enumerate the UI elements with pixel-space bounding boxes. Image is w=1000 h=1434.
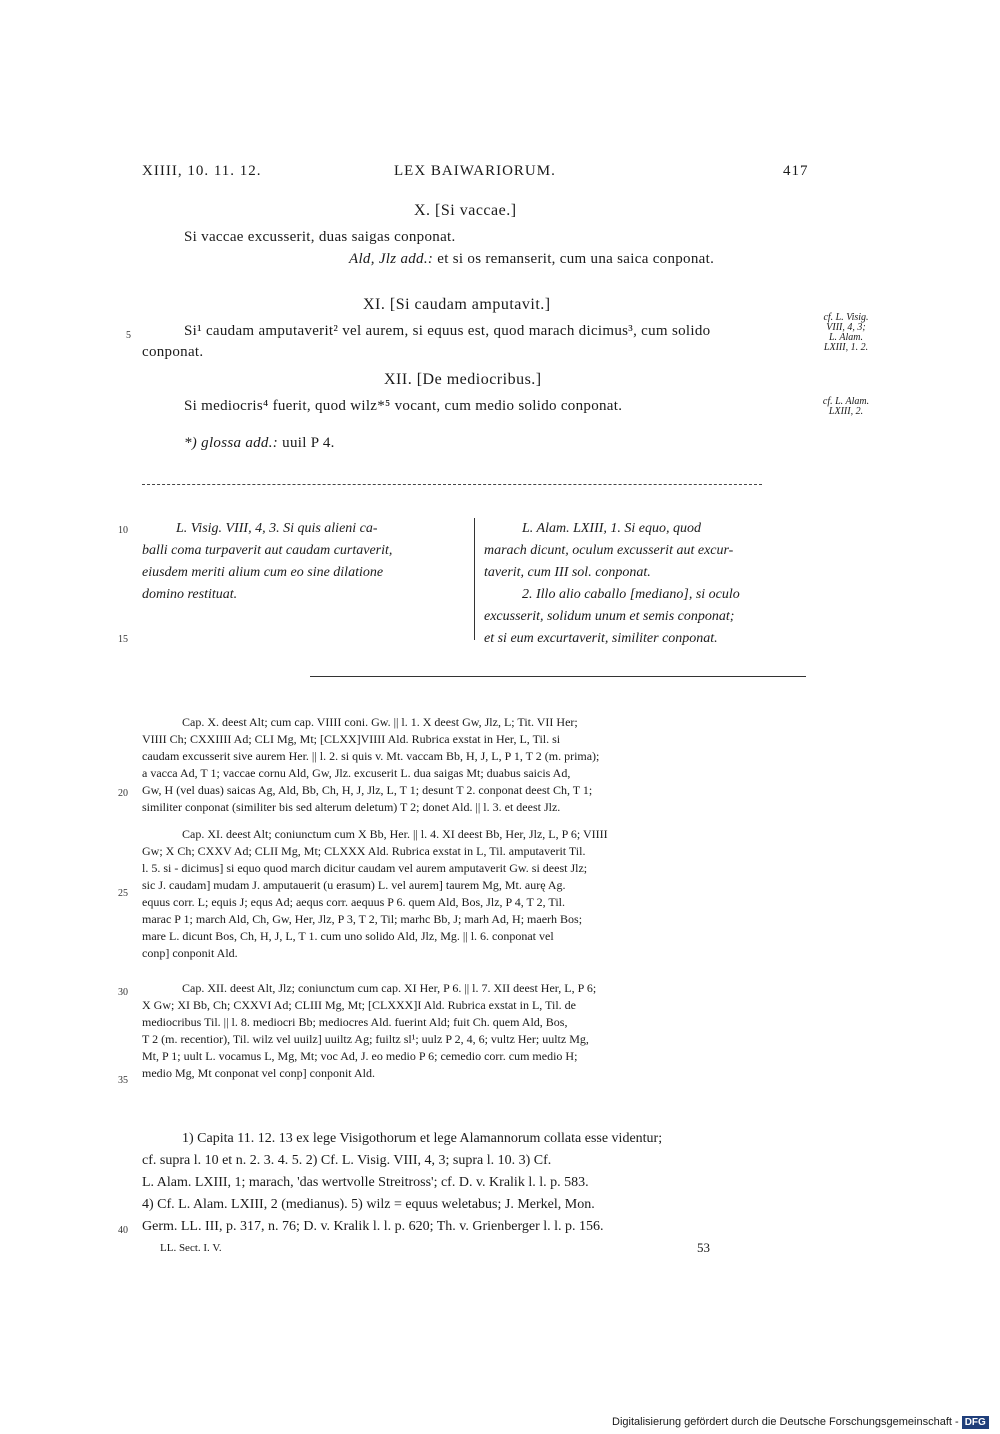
apparatus-line: T 2 (m. recentior), Til. wilz vel uuilz] uuiltz Ag; fuiltz sl¹; uulz P 2, 4, 6; vultz Her; uultz Mg, xyxy=(142,1032,589,1046)
apparatus-line: Cap. XI. deest Alt; coniunctum cum X Bb, Her. || l. 4. XI deest Bb, Her, Jlz, L, P 6; VIIII xyxy=(182,827,608,841)
signature-mark: LL. Sect. I. V. xyxy=(160,1242,222,1254)
line-number: 15 xyxy=(118,634,128,645)
line-number: 30 xyxy=(118,987,128,998)
margin-note-12 xyxy=(812,397,880,417)
apparatus-chapter-12 xyxy=(142,980,807,1082)
digitization-credit xyxy=(612,1416,989,1429)
margin-note-line: cf. L. Visig. xyxy=(823,312,869,323)
apparatus-chapter-11 xyxy=(142,826,807,962)
line-number: 40 xyxy=(118,1225,128,1236)
margin-note-line: cf. L. Alam. xyxy=(822,396,870,407)
footnote-line: 1) Capita 11. 12. 13 ex lege Visigothorum et lege Alamannorum collata esse videntur; xyxy=(182,1131,663,1146)
apparatus-line: Gw; X Ch; CXXV Ad; CLII Mg, Mt; CLXXX Ald. Rubrica exstat in L, Til. amputaverit Til. xyxy=(142,844,586,858)
apparatus-separator xyxy=(310,676,806,677)
page-number: 417 xyxy=(783,163,809,179)
chapter-10-addition xyxy=(349,251,714,268)
chapter-11-line-2: conponat. xyxy=(142,344,204,360)
chapter-10-text: Si vaccae excusserit, duas saigas conponat. xyxy=(184,229,456,245)
glossa-text: uuil P 4. xyxy=(282,435,335,451)
apparatus-line: mediocribus Til. || l. 8. mediocri Bb; mediocres Ald. fuerint Ald; fuit Ch. quem Ald, Bos, xyxy=(142,1015,568,1029)
apparatus-line: l. 5. si - dicimus] si equo quod march dicitur caudam vel aurem amputaverit Gw. si deest Jlz; xyxy=(142,861,588,875)
line-number: 20 xyxy=(118,788,128,799)
parallel-visig-line: L. Visig. VIII, 4, 3. Si quis alieni ca- xyxy=(176,521,378,536)
chapter-10-title: X. [Si vaccae.] xyxy=(414,202,517,219)
apparatus-line: conp] conponit Ald. xyxy=(142,946,238,960)
credit-text: Digitalisierung gefördert durch die Deutsche Forschungsgemeinschaft - xyxy=(612,1416,959,1428)
footnotes xyxy=(142,1128,807,1238)
sheet-number: 53 xyxy=(697,1240,710,1255)
margin-note-11 xyxy=(812,313,880,353)
margin-note-line: L. Alam. xyxy=(829,332,863,343)
parallel-alam xyxy=(484,518,814,650)
column-divider xyxy=(474,518,475,640)
footnote-line: 4) Cf. L. Alam. LXIII, 2 (medianus). 5) wilz = equus weletabus; J. Merkel, Mon. xyxy=(142,1197,595,1212)
parallel-visig-line: balli coma turpaverit aut caudam curtaverit, xyxy=(142,543,393,558)
parallel-visig-line: domino restituat. xyxy=(142,587,238,602)
parallel-alam-line: L. Alam. LXIII, 1. Si equo, quod xyxy=(522,521,702,536)
apparatus-line: marac P 1; march Ald, Ch, Gw, Her, Jlz, P 3, T 2, Til; marhc Bb, J; marh Ad, H; maerh Bos; xyxy=(142,912,583,926)
apparatus-line: caudam excusserit sive aurem Her. || l. 2. si quis v. Mt. vaccam Bb, H, J, L, P 1, T 2 (m. prima); xyxy=(142,749,600,763)
apparatus-line: sic J. caudam] mudam J. amputauerit (u erasum) L. vel aurem] taurem Mg, Mt. aurę Ag. xyxy=(142,878,566,892)
margin-note-line: LXIII, 1. 2. xyxy=(823,342,869,353)
apparatus-line: mare L. dicunt Bos, Ch, H, J, L, T 1. cum uno solido Ald, Jlz, Mg. || l. 6. conponat vel xyxy=(142,929,554,943)
apparatus-line: medio Mg, Mt conponat vel conp] conponit Ald. xyxy=(142,1066,375,1080)
apparatus-line: similiter conponat (similiter bis sed alterum deletum) T 2; donet Ald. || l. 3. et deest Jlz. xyxy=(142,800,561,814)
line-number: 5 xyxy=(126,330,131,341)
apparatus-line: equus corr. L; equis J; equs Ad; aequs corr. aequus P 6. quem Ald, Bos, Jlz, P 4, T 2, Til. xyxy=(142,895,565,909)
chapter-11-title: XI. [Si caudam amputavit.] xyxy=(363,296,551,313)
parallel-alam-line: 2. Illo alio caballo [mediano], si oculo xyxy=(522,587,740,602)
apparatus-chapter-10 xyxy=(142,714,807,816)
apparatus-line: Cap. XII. deest Alt, Jlz; coniunctum cum cap. XI Her, P 6. || l. 7. XII deest Her, L, P 6; xyxy=(182,981,597,995)
dfg-logo: DFG xyxy=(962,1416,989,1429)
chapter-12-title: XII. [De mediocribus.] xyxy=(384,371,542,388)
parallel-alam-line: marach dicunt, oculum excusserit aut excur- xyxy=(484,543,734,558)
glossa-sigla: *) glossa add.: xyxy=(184,435,279,451)
footnote-line: Germ. LL. III, p. 317, n. 76; D. v. Kralik l. l. p. 620; Th. v. Grienberger l. l. p. 156. xyxy=(142,1219,604,1234)
chapter-11-line-1: Si¹ caudam amputaverit² vel aurem, si equus est, quod marach dicimus³, cum solido xyxy=(184,323,711,339)
parallel-visig-line: eiusdem meriti alium cum eo sine dilatione xyxy=(142,565,384,580)
apparatus-line: Gw, H (vel duas) saicas Ag, Ald, Bb, Ch, H, J, Jlz, L, T 1; desunt T 2. conponat deest Ch, T 1; xyxy=(142,783,593,797)
addition-sigla: Ald, Jlz add.: xyxy=(349,251,434,267)
line-number: 35 xyxy=(118,1075,128,1086)
footnote-line: L. Alam. LXIII, 1; marach, 'das wertvolle Streitross'; cf. D. v. Kralik l. l. p. 583. xyxy=(142,1175,589,1190)
addition-text: et si os remanserit, cum una saica conponat. xyxy=(437,251,715,267)
running-header-left: XIIII, 10. 11. 12. xyxy=(142,163,262,179)
apparatus-line: VIIII Ch; CXXIIII Ad; CLI Mg, Mt; [CLXX]VIIII Ald. Rubrica exstat in Her, L, Til. si xyxy=(142,732,561,746)
apparatus-line: X Gw; XI Bb, Ch; CXXVI Ad; CLIII Mg, Mt; [CLXXX]I Ald. Rubrica exstat in L, Til. de xyxy=(142,998,576,1012)
parallel-alam-line: taverit, cum III sol. conponat. xyxy=(484,565,651,580)
apparatus-line: a vacca Ad, T 1; vaccae cornu Ald, Gw, Jlz. excuserit L. dua saigas Mt; duabus saicis Ad, xyxy=(142,766,571,780)
line-number: 10 xyxy=(118,525,128,536)
apparatus-line: Cap. X. deest Alt; cum cap. VIIII coni. Gw. || l. 1. X deest Gw, Jlz, L; Tit. VII Her; xyxy=(182,715,578,729)
parallel-visig xyxy=(142,518,472,606)
margin-note-line: LXIII, 2. xyxy=(828,406,864,417)
parallel-alam-line: et si eum excurtaverit, similiter conponat. xyxy=(484,631,718,646)
section-separator xyxy=(142,484,762,485)
line-number: 25 xyxy=(118,888,128,899)
glossa-note xyxy=(184,435,335,452)
parallel-alam-line: excusserit, solidum unum et semis conponat; xyxy=(484,609,735,624)
running-header-title: LEX BAIWARIORUM. xyxy=(394,163,556,179)
apparatus-line: Mt, P 1; uult L. vocamus L, Mg, Mt; voc Ad, J. eo medio P 6; cemedio corr. cum medio H; xyxy=(142,1049,578,1063)
margin-note-line: VIII, 4, 3; xyxy=(826,322,866,333)
footnote-line: cf. supra l. 10 et n. 2. 3. 4. 5. 2) Cf. L. Visig. VIII, 4, 3; supra l. 10. 3) Cf. xyxy=(142,1153,552,1168)
chapter-12-text: Si mediocris⁴ fuerit, quod wilz*⁵ vocant, cum medio solido conponat. xyxy=(184,398,623,414)
